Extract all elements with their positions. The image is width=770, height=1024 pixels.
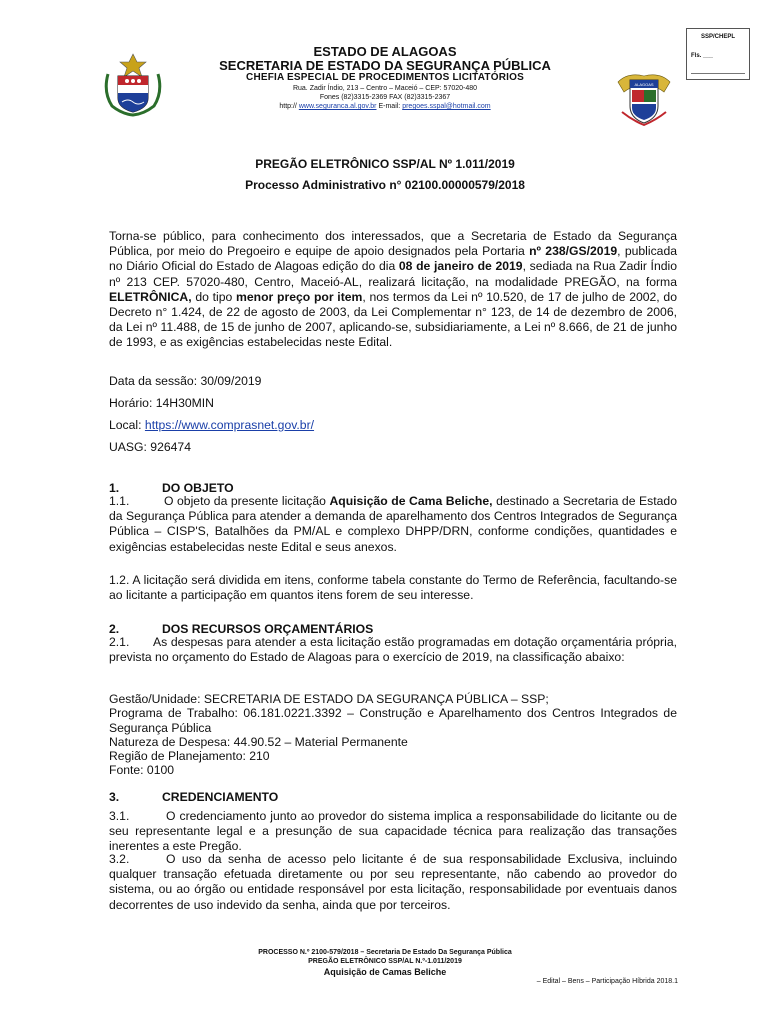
footer-process: PROCESSO N.º 2100-579/2018 – Secretaria De Estado Da Segurança Pública [258,949,512,956]
intro-date: 08 de janeiro de 2019 [398,259,523,274]
section-3-1-paragraph [109,809,677,855]
session-date: Data da sessão: 30/09/2019 [109,374,262,388]
document-title: PREGÃO ELETRÔNICO SSP/AL Nº 1.011/2019 [255,157,515,171]
intro-form: ELETRÔNICA, [109,289,192,304]
intro-portaria: nº 238/GS/2019 [529,244,618,259]
item-1-1-number: 1.1. [109,494,130,508]
footer-subject: Aquisição de Camas Beliche [323,967,447,977]
section-1-title: DO OBJETO [162,481,234,495]
local-label: Local: [109,418,145,432]
intro-type: menor preço por item [236,289,363,304]
section-1-number: 1. [109,481,120,495]
comprasnet-link[interactable]: https://www.comprasnet.gov.br/ [144,418,315,432]
intro-text-c: , publicada no Diário Oficial do Estado de Alagoas edição do dia [109,244,677,274]
item-1-1-text-a: O objeto da presente licitação [164,494,330,508]
footer-pregao: PREGÃO ELETRÔNICO SSP/AL N.º-1.011/2019 [308,958,462,965]
stamp-title: SSP/CHEPL [700,34,735,40]
process-number: Processo Administrativo n° 02100.00000579/2018 [245,178,525,192]
header-chefia: CHEFIA ESPECIAL DE PROCEDIMENTOS LICITATÓRIOS [246,72,524,83]
item-2-1-text: As despesas para atender a esta licitação estão programadas em dotação orçamentária própria, prevista no orçamento do Estado de Alagoas para o exercício de 2019, na classificação abaixo: [109,635,677,665]
header-contact-line [0,103,770,110]
header-address: Rua. Zadir Índio, 213 – Centro – Maceió – CEP: 57020-480 [292,85,478,92]
intro-paragraph [109,229,677,351]
stamp-fls-label: Fls. ___ [691,53,714,59]
item-1-1-text-c: destinado a Secretaria de Estado da Segurança Pública para atender a demanda de aparelhamento dos Centros Integrados de Segurança Pública – CISP'S, Batalhões da PM/AL e complexo DHPP/DRN, conforme condições, quantidades e exigências estabelecidas neste Edital e seus anexos. [109,494,677,554]
intro-text-a: Torna-se público, para conhecimento dos interessados, que a Secretaria de Estado da Segurança Pública, por meio do Pregoeiro e equipe de apoio designados pela Portaria [109,229,677,259]
budget-regiao: Região de Planejamento: 210 [109,749,270,763]
session-uasg: UASG: 926474 [109,440,191,454]
intro-text-i: , nos termos da Lei nº 10.520, de 17 de julho de 2002, do Decreto n° 1.424, de 22 de agosto de 2003, da Lei Complementar n° 123, de 14 de dezembro de 2006, da Lei nº 11.488, de 15 de junho de 2007, aplicando-se, subsidiariamente, a Lei nº 8.666, de 21 de junho de 1993, e as exigências estabelecidas neste Edital. [109,289,677,350]
section-1-1-paragraph [109,494,677,555]
email-prefix: E-mail: [378,103,401,110]
section-3-number: 3. [109,790,120,804]
section-2-heading [109,622,373,636]
item-3-2-number: 3.2. [109,852,130,866]
header-secretaria: SECRETARIA DE ESTADO DA SEGURANÇA PÚBLICA [219,58,551,73]
item-3-2-text: O uso da senha de acesso pelo licitante é de sua responsabilidade Exclusiva, incluindo qualquer transação efetuada diretamente ou por seu representante, não cabendo ao provedor do sistema, ou ao órgão ou entidade responsável por esta licitação, responsabilidade por eventuais danos decorrentes de uso indevido da senha, ainda que por terceiros. [109,852,677,912]
intro-text-g: do tipo [191,289,237,304]
header-state: ESTADO DE ALAGOAS [313,44,457,59]
budget-programa: Programa de Trabalho: 06.181.0221.3392 – Construção e Aparelhamento dos Centros Integrados de Segurança Pública [109,706,677,736]
section-3-title: CREDENCIAMENTO [162,790,279,804]
budget-fonte: Fonte: 0100 [109,763,175,777]
footer-edital-info: – Edital – Bens – Participação Híbrida 2018.1 [536,978,678,985]
section-3-heading [109,790,278,804]
budget-gestao: Gestão/Unidade: SECRETARIA DE ESTADO DA SEGURANÇA PÚBLICA – SSP; [109,692,549,706]
section-2-number: 2. [109,622,120,636]
section-2-1-paragraph [109,635,677,665]
item-1-1-object: Aquisição de Cama Beliche, [329,494,493,508]
email-link[interactable]: pregoes.sspal@hotmail.com [402,103,491,110]
svg-text:ALAGOAS: ALAGOAS [634,82,654,87]
item-2-1-number: 2.1. [109,635,130,649]
intro-text-e: , sediada na Rua Zadir Índio nº 213 CEP. 57020-480, Centro, Maceió-AL, realizará licitação, na modalidade PREGÃO, na forma [109,259,677,289]
http-prefix: http:// [279,103,297,110]
session-local [109,418,314,432]
site-link[interactable]: www.seguranca.al.gov.br [298,103,377,110]
section-1-heading [109,481,234,495]
section-1-2-paragraph: 1.2. A licitação será dividida em itens, conforme tabela constante do Termo de Referência, facultando-se ao licitante a participação em quantos itens forem de seu interesse. [109,573,677,603]
budget-natureza: Natureza de Despesa: 44.90.52 – Material Permanente [109,735,408,749]
header-phones: Fones (82)3315-2369 FAX (82)3315-2367 [319,94,451,101]
section-2-title: DOS RECURSOS ORÇAMENTÁRIOS [162,622,374,636]
session-time: Horário: 14H30MIN [109,396,214,410]
section-3-2-paragraph [109,852,677,913]
item-3-1-text: O credenciamento junto ao provedor do sistema implica a responsabilidade do licitante ou de seu representante legal e a presunção de sua capacidade técnica para realização das transações inerentes a este Pregão. [109,809,677,854]
item-3-1-number: 3.1. [109,809,130,823]
